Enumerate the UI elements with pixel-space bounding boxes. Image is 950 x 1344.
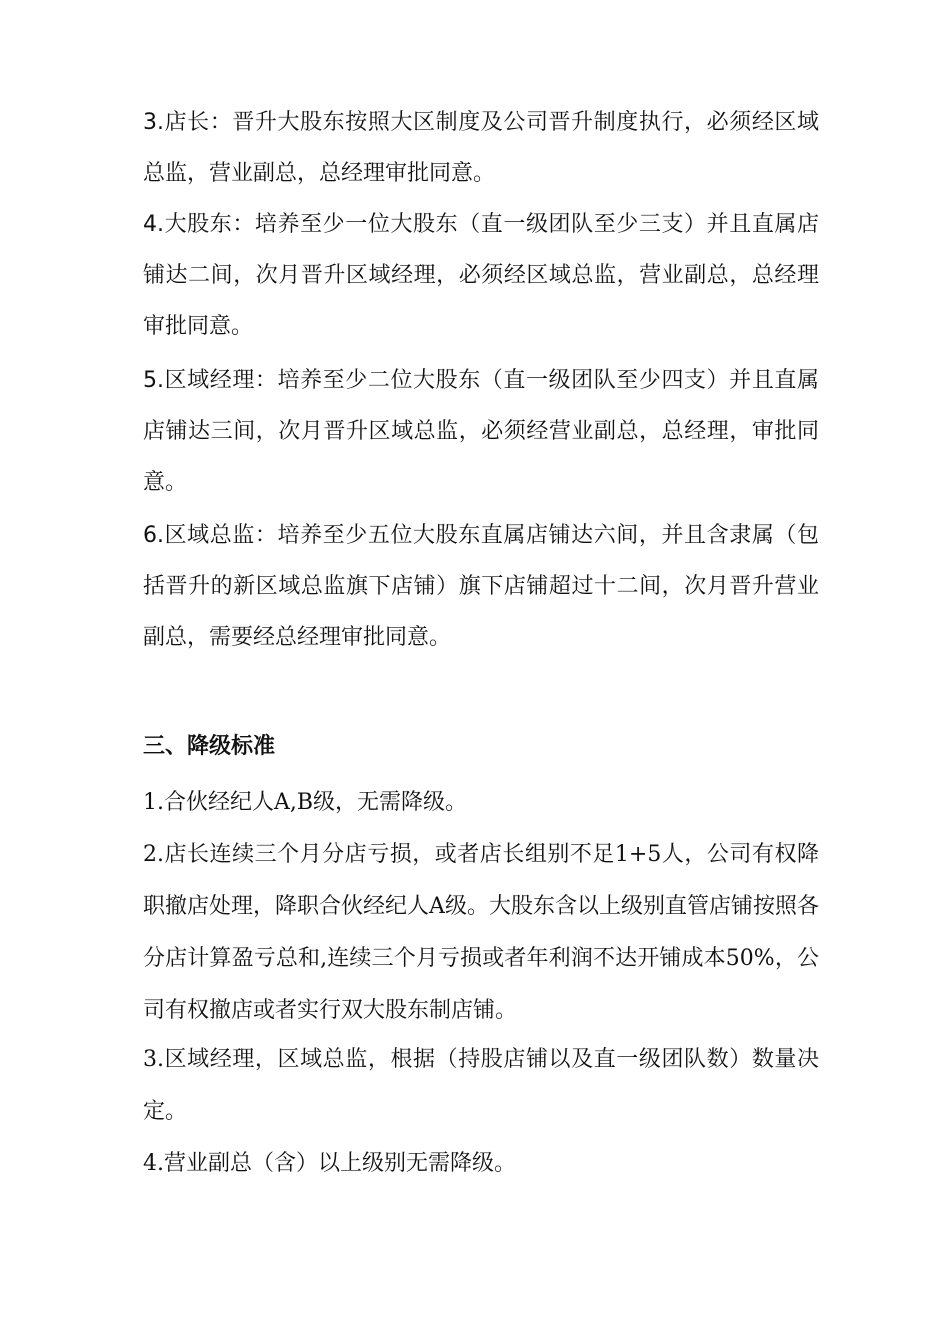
demotion-item-1: 1.合伙经纪人A,B级，无需降级。 (143, 790, 468, 815)
promotion-item-4: 4.大股东：培养至少一位大股东（直一级团队至少三支）并且直属店铺达二间，次月晋升区域经理，必须经区域总监，营业副总，总经理审批同意。 (143, 212, 819, 339)
promotion-item-3: 3.店长：晋升大股东按照大区制度及公司晋升制度执行，必须经区域总监，营业副总，总经理审批同意。 (143, 110, 819, 186)
section-heading: 三、降级标准 (143, 734, 276, 759)
promotion-item-5: 5.区域经理：培养至少二位大股东（直一级团队至少四支）并且直属店铺达三间，次月晋升区域总监，必须经营业副总，总经理，审批同意。 (143, 368, 819, 495)
promotion-item-6: 6.区域总监：培养至少五位大股东直属店铺达六间，并且含隶属（包括晋升的新区域总监旗下店铺）旗下店铺超过十二间，次月晋升营业副总，需要经总经理审批同意。 (143, 523, 819, 650)
demotion-item-4: 4.营业副总（含）以上级别无需降级。 (143, 1151, 516, 1176)
demotion-item-3: 3.区域经理，区域总监，根据（持股店铺以及直一级团队数）数量决定。 (143, 1047, 819, 1124)
demotion-item-2: 2.店长连续三个月分店亏损，或者店长组别不足1+5人，公司有权降职撤店处理，降职合伙经纪人A级。大股东含以上级别直管店铺按照各分店计算盈亏总和,连续三个月亏损或者年利润不达开铺成本50%，公司有权撤店或者实行双大股东制店铺。 (143, 842, 819, 1023)
